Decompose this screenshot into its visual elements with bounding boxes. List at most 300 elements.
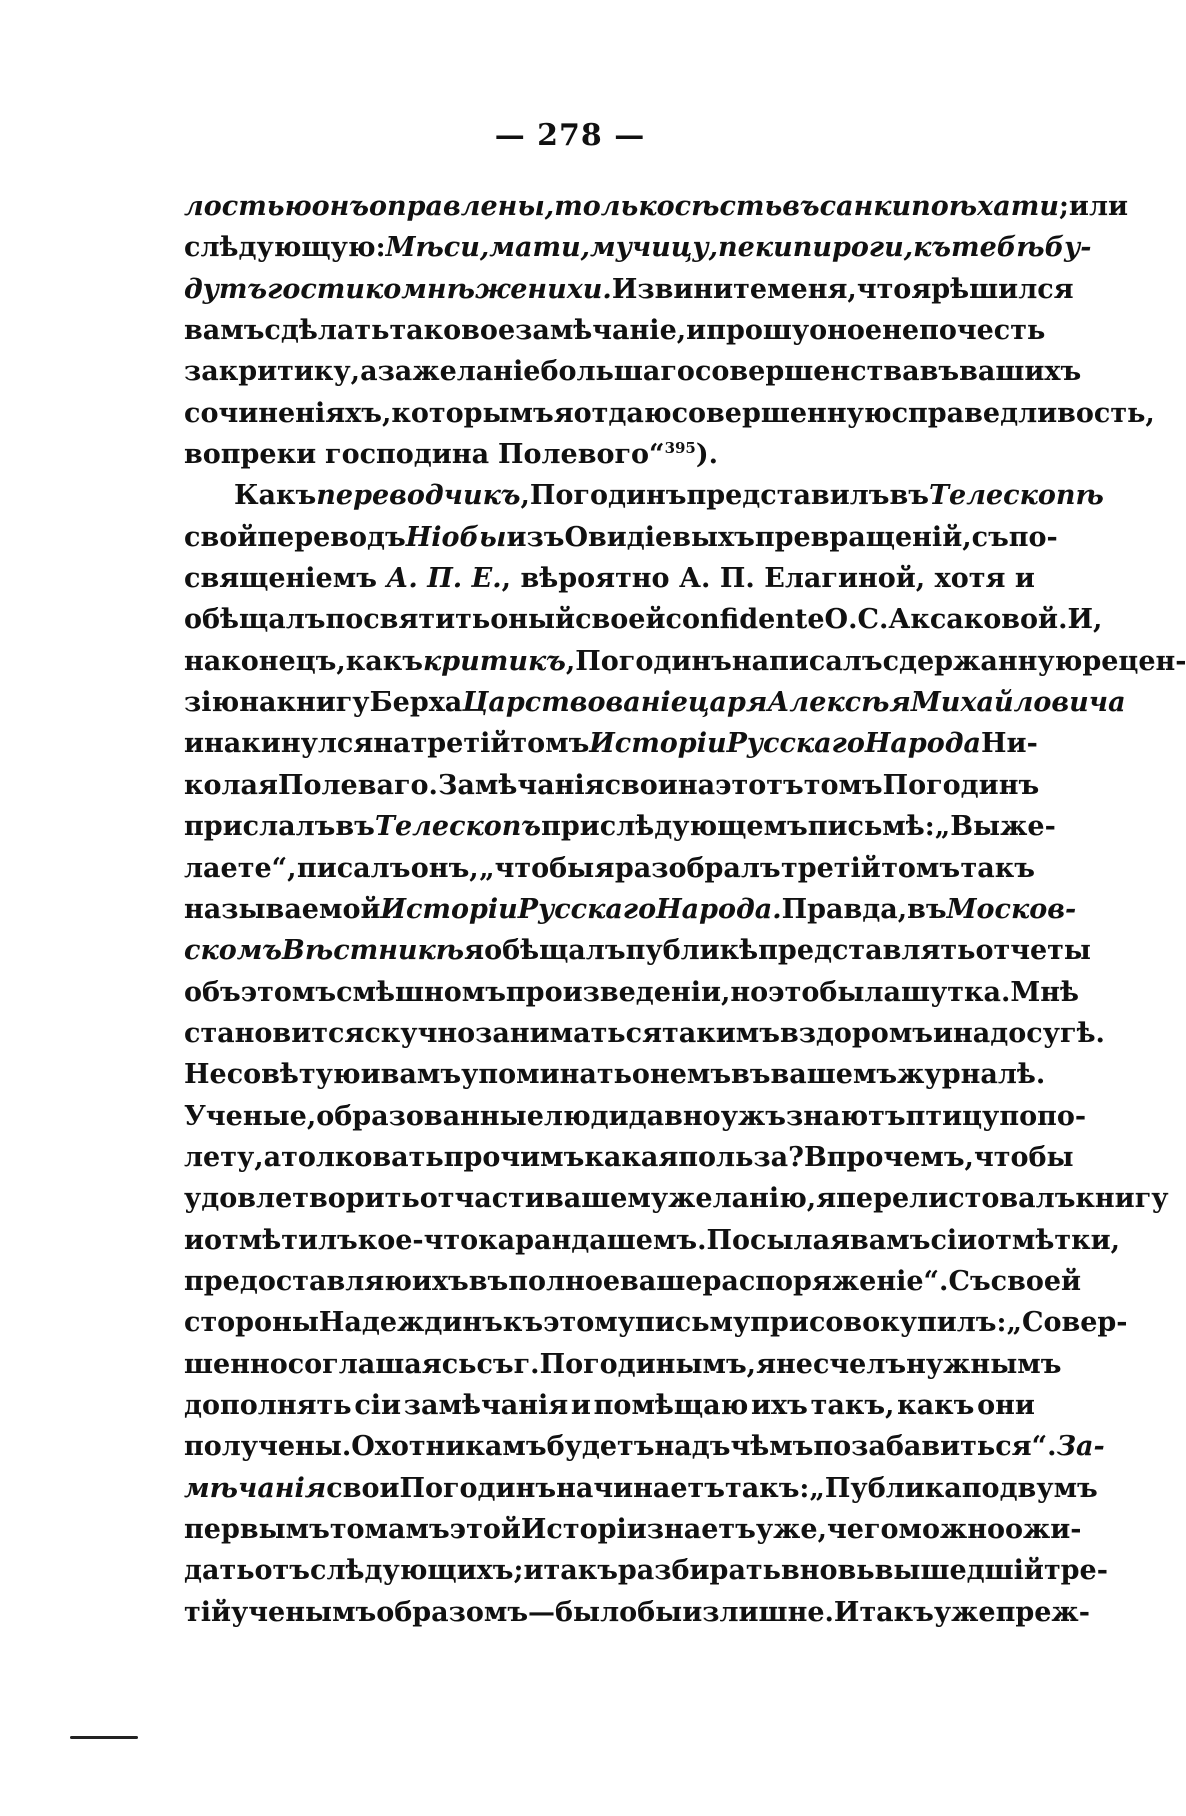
- word: журналѣ.: [897, 1059, 1046, 1091]
- word: обѣщалъ: [184, 604, 326, 636]
- word: уже,: [755, 1514, 827, 1545]
- word: въ: [731, 1059, 771, 1091]
- word: давно: [628, 1100, 721, 1132]
- word: изъ: [506, 521, 565, 553]
- word: слѣдующую:: [184, 232, 386, 264]
- word: упоминать: [461, 1059, 632, 1091]
- word: томъ: [881, 852, 961, 884]
- word: слѣдующихъ;: [310, 1555, 524, 1587]
- word: Е.,: [471, 563, 512, 595]
- word: письму: [634, 1307, 751, 1339]
- word: Исторіи: [520, 1514, 647, 1545]
- word: критику,: [218, 356, 361, 388]
- word: получены.: [184, 1431, 352, 1463]
- word: г.: [513, 1348, 540, 1380]
- word: вышедшій: [874, 1555, 1044, 1587]
- word: стороны: [184, 1307, 319, 1339]
- word: а: [263, 1141, 282, 1173]
- word: переводъ: [257, 521, 406, 553]
- word: объ: [184, 976, 241, 1008]
- word: шутка.: [900, 976, 1011, 1008]
- word: на: [373, 728, 411, 760]
- word: какъ: [897, 1389, 975, 1421]
- word: что: [856, 273, 912, 305]
- word: такъ: [859, 1596, 934, 1628]
- word: ваше: [620, 1265, 703, 1297]
- word: своей: [990, 1265, 1082, 1297]
- word: Русскаго: [517, 893, 657, 925]
- word: пироги,: [792, 232, 914, 264]
- word: Полеваго.: [278, 769, 438, 801]
- word: такъ: [543, 1555, 618, 1587]
- word: confidente: [665, 604, 825, 636]
- word: пеки: [718, 232, 793, 264]
- text-line: [184, 1385, 1035, 1426]
- text-line: [184, 889, 1077, 930]
- word: этой: [449, 1514, 521, 1545]
- word: на: [953, 1017, 991, 1049]
- word: не: [882, 315, 920, 347]
- word: третій: [781, 852, 881, 884]
- word: справедливость,: [891, 397, 1155, 429]
- word: называемой: [184, 893, 381, 925]
- word: Извините: [611, 273, 768, 305]
- word: свой: [184, 521, 258, 553]
- word: дать: [184, 1555, 255, 1587]
- word: отдаю: [573, 397, 672, 429]
- text-line: [184, 558, 1035, 599]
- word: первымъ: [184, 1514, 330, 1545]
- word: уже: [933, 1596, 996, 1628]
- word: критикъ,: [422, 645, 576, 677]
- word: съ: [476, 1348, 514, 1380]
- word: превращеній,: [754, 521, 972, 553]
- word: Погодинъ: [575, 645, 732, 677]
- word: въ: [468, 1265, 509, 1297]
- text-line: [184, 972, 1080, 1013]
- word: на: [239, 687, 277, 719]
- word: Погодинымъ,: [539, 1348, 757, 1380]
- word: по: [961, 1472, 1000, 1504]
- word: „чтобы: [479, 852, 595, 884]
- word: вашемъ: [770, 1059, 898, 1091]
- word: лету,: [184, 1141, 264, 1173]
- word: совершенства: [694, 356, 920, 388]
- word: оное: [809, 315, 883, 347]
- word: и: [1014, 563, 1035, 595]
- word: нужнымъ: [906, 1348, 1062, 1380]
- word: ко: [364, 273, 402, 305]
- word: совѣтую: [226, 1059, 361, 1091]
- word: шенно: [184, 1348, 288, 1380]
- word: мнѣ: [401, 273, 475, 305]
- word: письмѣ:: [807, 811, 935, 843]
- word: томъ: [803, 769, 883, 801]
- word: въ: [907, 893, 947, 925]
- word: Москов-: [946, 893, 1077, 925]
- word: Овидіевыхъ: [564, 521, 755, 553]
- word: образомъ—было: [376, 1596, 638, 1628]
- word: знаютъ: [785, 1100, 906, 1132]
- word: сочиненіяхъ,: [184, 397, 392, 429]
- word: произведеніи,: [505, 976, 731, 1008]
- word: книгу: [1075, 1183, 1169, 1215]
- word: мѣчанія: [184, 1472, 327, 1504]
- word: досугѣ.: [990, 1017, 1105, 1049]
- word: надъ: [654, 1431, 731, 1463]
- text-line: [184, 1468, 1098, 1509]
- word: накинулся: [204, 728, 374, 760]
- word: за: [184, 356, 219, 388]
- word: и: [523, 1555, 544, 1587]
- word: А.: [386, 563, 418, 595]
- text-line: [184, 930, 1091, 971]
- word: Съ: [948, 1265, 991, 1297]
- word: чего: [827, 1514, 899, 1545]
- word: свои: [604, 769, 678, 801]
- word: совершенную: [671, 397, 892, 429]
- word: гости: [267, 273, 365, 305]
- word: А.: [679, 563, 711, 595]
- word: отъ: [254, 1555, 310, 1587]
- word: Ни-: [981, 728, 1038, 760]
- text-line: [184, 269, 1074, 310]
- text-line: [184, 1344, 1062, 1385]
- word: оный: [490, 604, 576, 636]
- word: карандашемъ.: [478, 1224, 707, 1256]
- text-line: [184, 1054, 1046, 1095]
- word: Погодинъ: [882, 769, 1040, 801]
- word: публикѣ: [625, 935, 759, 967]
- text-line: [184, 434, 1035, 475]
- word: своей: [575, 604, 666, 636]
- word: я: [756, 1348, 777, 1380]
- word: рѣшился: [931, 273, 1074, 305]
- word: въ: [335, 811, 375, 843]
- word: дутъ: [184, 273, 268, 305]
- word: прочимъ: [443, 1141, 585, 1173]
- word: санки: [819, 191, 912, 222]
- word: въ: [889, 480, 929, 512]
- word: и: [184, 1224, 205, 1256]
- word: присовокупилъ:: [750, 1307, 1007, 1339]
- word: Погодинъ: [529, 480, 687, 512]
- word: разбирать: [617, 1555, 781, 1587]
- word: слѣдующемъ: [599, 811, 808, 843]
- word: кое-что: [357, 1224, 479, 1256]
- word: желаніе: [412, 356, 541, 388]
- word: Какъ: [234, 480, 317, 512]
- word: Не: [184, 1059, 227, 1091]
- word: къ: [502, 1307, 544, 1339]
- word: ихъ: [751, 1389, 808, 1421]
- word: будетъ: [546, 1431, 655, 1463]
- word: зію: [184, 687, 240, 719]
- word: и: [184, 728, 205, 760]
- text-line: [184, 393, 1155, 434]
- word: и: [570, 1389, 591, 1421]
- word: этому: [543, 1307, 635, 1339]
- body-text: [184, 186, 1186, 1633]
- word: „Совер-: [1006, 1307, 1128, 1339]
- word: чтобы: [973, 1141, 1074, 1173]
- word: счелъ: [812, 1348, 907, 1380]
- word: Русскаго: [726, 728, 865, 760]
- word: книгу: [276, 687, 370, 719]
- word: не: [776, 1348, 813, 1380]
- word: Вѣстникѣ: [282, 935, 465, 967]
- word: мучицу,: [590, 232, 719, 264]
- word: Михайловича: [910, 687, 1126, 719]
- word: по-: [1037, 1100, 1087, 1132]
- word: сіи: [354, 1389, 402, 1421]
- word: Телескопѣ: [928, 480, 1104, 512]
- word: колая: [184, 769, 278, 801]
- text-line: [184, 227, 1092, 268]
- word: Посылая: [706, 1224, 851, 1256]
- word: томъ: [510, 728, 590, 760]
- word: „Публика: [809, 1472, 962, 1504]
- word: же-: [1000, 811, 1056, 843]
- word: разобралъ: [614, 852, 781, 884]
- word: тебѣ: [951, 232, 1045, 264]
- word: скучно: [364, 1017, 476, 1049]
- word: ихъ: [411, 1265, 469, 1297]
- text-line: [184, 1261, 1082, 1302]
- word: люди: [543, 1100, 629, 1132]
- text-line: [184, 723, 1038, 764]
- word: или: [1068, 191, 1129, 222]
- word: этомъ: [240, 976, 337, 1008]
- word: Охотникамъ: [351, 1431, 547, 1463]
- word: и: [360, 1059, 381, 1091]
- word: За-: [1056, 1431, 1105, 1463]
- word: по-: [1008, 521, 1058, 553]
- word: написалъ: [731, 645, 883, 677]
- word: вашихъ: [959, 356, 1082, 388]
- word: въ: [919, 356, 960, 388]
- word: представлять: [758, 935, 976, 967]
- word: онъ,: [410, 852, 479, 884]
- word: Народа: [864, 728, 982, 760]
- word: знаетъ: [646, 1514, 756, 1545]
- word: Погодинъ: [399, 1472, 557, 1504]
- word: „Вы: [934, 811, 1001, 843]
- word: ужъ: [720, 1100, 786, 1132]
- word: по: [999, 1100, 1038, 1132]
- text-line: [184, 310, 1046, 351]
- word: Исторіи: [380, 893, 518, 925]
- word: заниматься: [475, 1017, 663, 1049]
- word: представилъ: [686, 480, 890, 512]
- word: прошу: [706, 315, 810, 347]
- word: Мѣси,: [385, 232, 490, 264]
- word: П.: [719, 563, 755, 595]
- word: П.: [427, 563, 463, 595]
- text-line: [184, 599, 1103, 640]
- word: они: [977, 1389, 1035, 1421]
- word: вздоромъ: [779, 1017, 933, 1049]
- word: о: [631, 1059, 650, 1091]
- word: только: [554, 191, 675, 222]
- word: Елагиной,: [764, 563, 926, 595]
- word: я: [911, 273, 932, 305]
- text-line: [184, 1013, 1105, 1054]
- text-line: [184, 351, 1082, 392]
- page-number: — 278 —: [494, 118, 646, 153]
- word: Алексѣя: [767, 687, 911, 719]
- word: ученымъ: [231, 1596, 377, 1628]
- word: наконецъ,: [184, 645, 346, 677]
- word: меня,: [767, 273, 857, 305]
- text-line: [184, 1550, 1108, 1591]
- word: тій: [184, 1596, 232, 1628]
- word: Аксаковой.: [888, 604, 1068, 636]
- word: польза?: [678, 1141, 804, 1173]
- word: Замѣчанія: [437, 769, 605, 801]
- word: сдержанную: [882, 645, 1083, 677]
- word: женихи.: [474, 273, 612, 305]
- word: рецен-: [1082, 645, 1186, 677]
- word: я: [816, 1183, 837, 1215]
- word: помѣщаю: [593, 1389, 749, 1421]
- word: Впрочемъ,: [803, 1141, 974, 1173]
- word: С.: [857, 604, 889, 636]
- word: хотя: [934, 563, 1006, 595]
- word: Народа.: [656, 893, 782, 925]
- word: отчеты: [975, 935, 1091, 967]
- word: какъ: [345, 645, 423, 677]
- word: я: [464, 935, 485, 967]
- word: позабавиться“.: [813, 1431, 1057, 1463]
- word: была: [819, 976, 901, 1008]
- word: вновь: [781, 1555, 875, 1587]
- word: которымъ: [391, 397, 554, 429]
- word: Мнѣ: [1010, 976, 1080, 1008]
- word: тре-: [1043, 1555, 1108, 1587]
- word: такъ:: [724, 1472, 810, 1504]
- word: такимъ: [662, 1017, 780, 1049]
- text-line: [184, 1302, 1128, 1343]
- text-line: [184, 1220, 1121, 1261]
- word: замѣчаніе,: [515, 315, 687, 347]
- text-line: [184, 682, 1126, 723]
- word: лаете“,: [184, 852, 297, 884]
- word: образованные: [316, 1100, 544, 1132]
- word: лостью: [184, 191, 312, 222]
- word: двумъ: [999, 1472, 1098, 1504]
- word: и: [933, 1017, 954, 1049]
- word: этотъ: [715, 769, 804, 801]
- text-line: [184, 765, 1040, 806]
- word: птицу: [905, 1100, 1000, 1132]
- word: смѣшномъ: [336, 976, 506, 1008]
- word: вашему: [544, 1183, 669, 1215]
- text-line: [184, 641, 1186, 682]
- word: предоставляю: [184, 1265, 412, 1297]
- text-line: [184, 186, 1129, 227]
- text-line: [184, 1137, 1074, 1178]
- text-line: [184, 1592, 1090, 1633]
- word: Ніобы: [405, 521, 507, 553]
- word: обѣщалъ: [484, 935, 626, 967]
- text-line: [184, 475, 1104, 516]
- word: преж-: [995, 1596, 1090, 1628]
- word: свои: [326, 1472, 400, 1504]
- word: желанію,: [668, 1183, 817, 1215]
- word: можно: [898, 1514, 1005, 1545]
- word: отмѣтки,: [977, 1224, 1121, 1256]
- text-line: [184, 806, 1056, 847]
- word: а: [360, 356, 378, 388]
- word: отмѣтилъ: [204, 1224, 358, 1256]
- footnote-ref: 395: [664, 439, 696, 458]
- word: я: [594, 852, 615, 884]
- word: такъ,: [810, 1389, 895, 1421]
- word: Телескопъ: [374, 811, 542, 843]
- word: Ученые,: [184, 1100, 317, 1132]
- word: Исторіи: [589, 728, 727, 760]
- word: сдѣлать: [264, 315, 390, 347]
- word: и: [686, 315, 707, 347]
- word: удовлетворить: [184, 1183, 420, 1215]
- word: полное: [508, 1265, 621, 1297]
- word: скомъ: [184, 935, 283, 967]
- word: начинаетъ: [556, 1472, 725, 1504]
- text-line: [184, 1509, 1082, 1550]
- word: при: [541, 811, 600, 843]
- word: онъ: [311, 191, 369, 222]
- word: О.: [824, 604, 858, 636]
- word: къ: [913, 232, 952, 264]
- word: я: [553, 397, 574, 429]
- word: немъ: [649, 1059, 732, 1091]
- text-line: [184, 848, 1035, 889]
- word: большаго: [540, 356, 695, 388]
- word: чѣмъ: [730, 1431, 814, 1463]
- word: распоряженіе“.: [702, 1265, 949, 1297]
- word: писалъ: [296, 852, 411, 884]
- word: Берха: [369, 687, 463, 719]
- word: вѣроятно: [520, 563, 670, 595]
- word: бы: [637, 1596, 683, 1628]
- word: таковое: [389, 315, 516, 347]
- word: это: [768, 976, 820, 1008]
- word: ожи-: [1005, 1514, 1082, 1545]
- word: бу-: [1044, 232, 1092, 264]
- word: излишне.: [682, 1596, 834, 1628]
- word: какая: [584, 1141, 679, 1173]
- text-line: [184, 517, 1058, 558]
- word: за: [377, 356, 413, 388]
- word: отчасти: [419, 1183, 545, 1215]
- word: соглашаясь: [287, 1348, 477, 1380]
- word: дополнять: [184, 1389, 352, 1421]
- word: почесть: [919, 315, 1046, 347]
- word: прислалъ: [184, 811, 336, 843]
- word: вамъ: [184, 315, 265, 347]
- word: становится: [184, 1017, 365, 1049]
- word: третій: [410, 728, 511, 760]
- word: Полевого“$^{395}$).: [497, 439, 719, 471]
- ink-mark: [70, 1736, 138, 1739]
- word: томамъ: [329, 1514, 450, 1545]
- word: поѣхати;: [911, 191, 1069, 222]
- word: мати,: [489, 232, 591, 264]
- word: Царствованіе: [462, 687, 688, 719]
- word: И: [833, 1596, 860, 1628]
- word: переводчикъ,: [316, 480, 530, 512]
